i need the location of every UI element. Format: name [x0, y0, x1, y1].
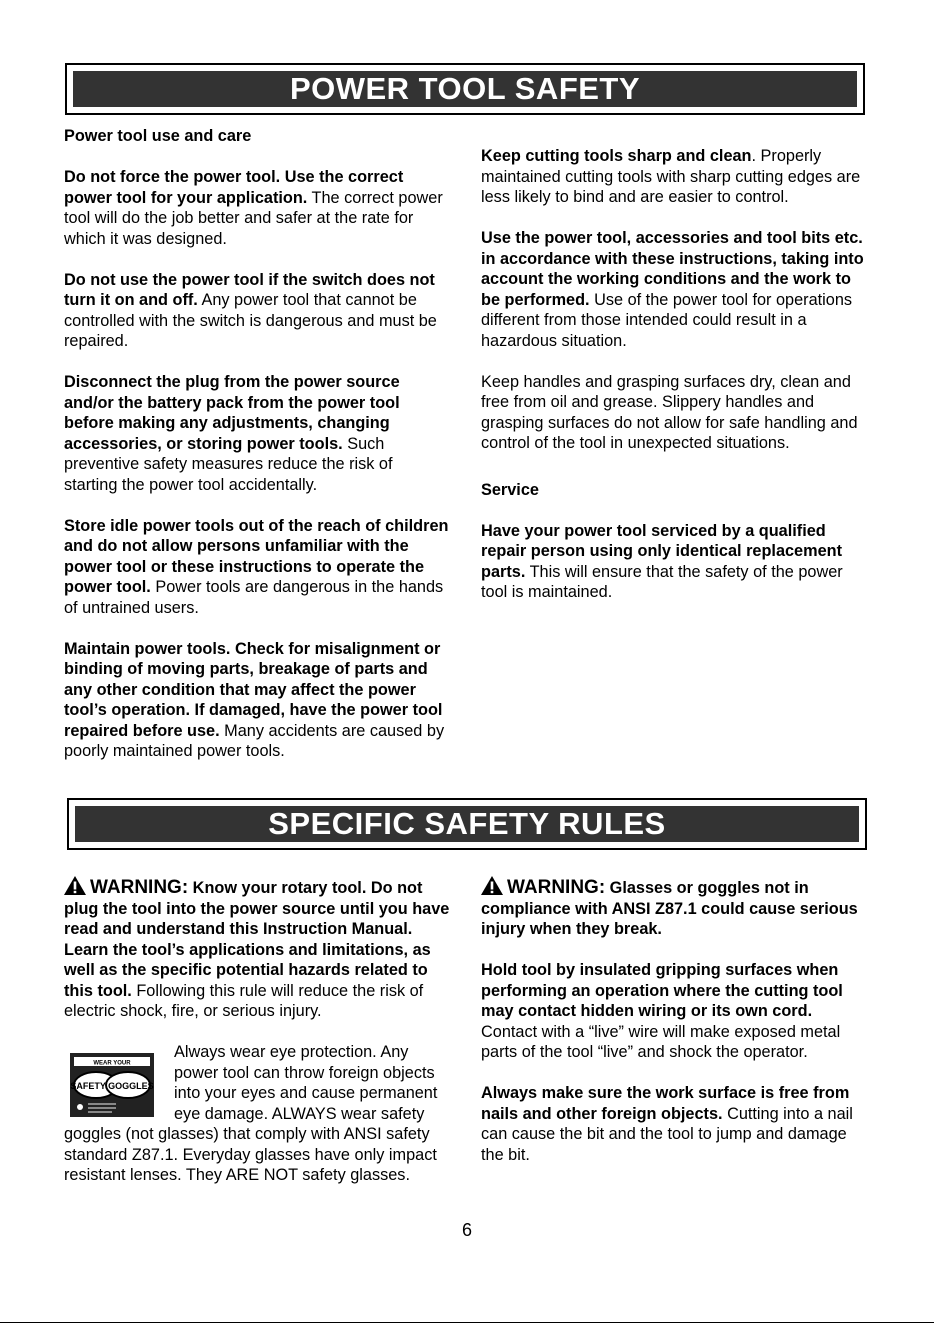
page-number: 6 [461, 1220, 472, 1240]
paragraph: Do not force the power tool. Use the correct power tool for your application. The correct power tool will do the job better and safer at the rate for which it was designed. [64, 168, 443, 248]
paragraph: Always make sure the work surface is free from nails and other foreign objects. Cutting into a nail can cause the bit and the tool to jump and damage the bit. [481, 1084, 853, 1164]
section-banner-specific-safety-rules [67, 798, 867, 850]
warning-triangle-icon [481, 876, 503, 895]
bottom-divider [0, 1322, 934, 1323]
paragraph: Keep handles and grasping surfaces dry, clean and free from oil and grease. Slippery handles and grasping surfaces do not allow for safe handling and control of the tool in unexpected situations. [481, 372, 858, 452]
svg-text:WEAR YOUR: WEAR YOUR [93, 1060, 131, 1067]
svg-text:SAFETY GOGGLES: SAFETY GOGGLES [70, 1081, 154, 1091]
paragraph: Use the power tool, accessories and tool bits etc. in accordance with these instructions, taking into account the working conditions and the work to be performed. Use of the power tool for operations different from those intended could result in a hazardous situation. [481, 229, 864, 350]
paragraph: Maintain power tools. Check for misalignment or binding of moving parts, breakage of parts and any other condition that may affect the power tool’s operation. If damaged, have the power tool repaired before use. Many accidents are caused by poorly maintained power tools. [64, 639, 445, 760]
paragraph: Keep cutting tools sharp and clean. Properly maintained cutting tools with sharp cutting edges are less likely to bind and are easier to control. [481, 147, 861, 206]
paragraph: Hold tool by insulated gripping surfaces when performing an operation where the cutting tool may contact hidden wiring or its own cord. Contact with a “live” wire will make exposed metal parts of the tool “live” and shock the operator. [481, 961, 843, 1061]
right-column-2 [481, 876, 871, 1186]
banner-title: POWER TOOL SAFETY [73, 71, 857, 107]
warning-paragraph: WARNING: Glasses or goggles not in compliance with ANSI Z87.1 could cause serious injury when they break. [481, 877, 858, 938]
left-column-2 [64, 876, 450, 1206]
safety-goggles-icon [66, 1047, 158, 1117]
left-column-1 [64, 126, 450, 782]
banner-title: SPECIFIC SAFETY RULES [75, 806, 859, 842]
warning-paragraph: WARNING: Know your rotary tool. Do not plug the tool into the power source until you have read and understand this Instruction Manual. Learn the tool’s applications and limitations, as well as the specific potential hazards related to this tool. Following this rule will reduce the risk of electric shock, fire, or serious injury. [64, 877, 450, 1020]
subheading-service: Service [481, 480, 539, 499]
right-column-1 [481, 146, 871, 623]
section-banner-power-tool-safety [65, 63, 865, 115]
paragraph: Disconnect the plug from the power source and/or the battery pack from the power tool before making any adjustments, changing accessories, or storing power tools. Such preventive safety measures reduce the risk of starting the power tool accidentally. [64, 373, 400, 494]
eye-protection-paragraph: WEAR YOUR SAFETY GOGGLES Always wear eye protection. Any power tool can throw foreign objects into your eyes and cause permanent eye damage. ALWAYS wear safety goggles (not glasses) that comply with ANSI safety standard Z87.1. Everyday glasses have only impact resistant lenses. They ARE NOT safety glasses. [64, 1043, 438, 1184]
paragraph: Store idle power tools out of the reach of children and do not allow persons unfamiliar with the power tool or these instructions to operate the power tool. Power tools are dangerous in the hands of untrained users. [64, 516, 449, 617]
paragraph: Do not use the power tool if the switch does not turn it on and off. Any power tool that cannot be controlled with the switch is dangerous and must be repaired. [64, 270, 437, 350]
paragraph: Have your power tool serviced by a qualified repair person using only identical replacement parts. This will ensure that the safety of the power tool is maintained. [481, 521, 843, 601]
subheading-power-tool-use: Power tool use and care [64, 127, 252, 145]
warning-triangle-icon [64, 876, 86, 895]
